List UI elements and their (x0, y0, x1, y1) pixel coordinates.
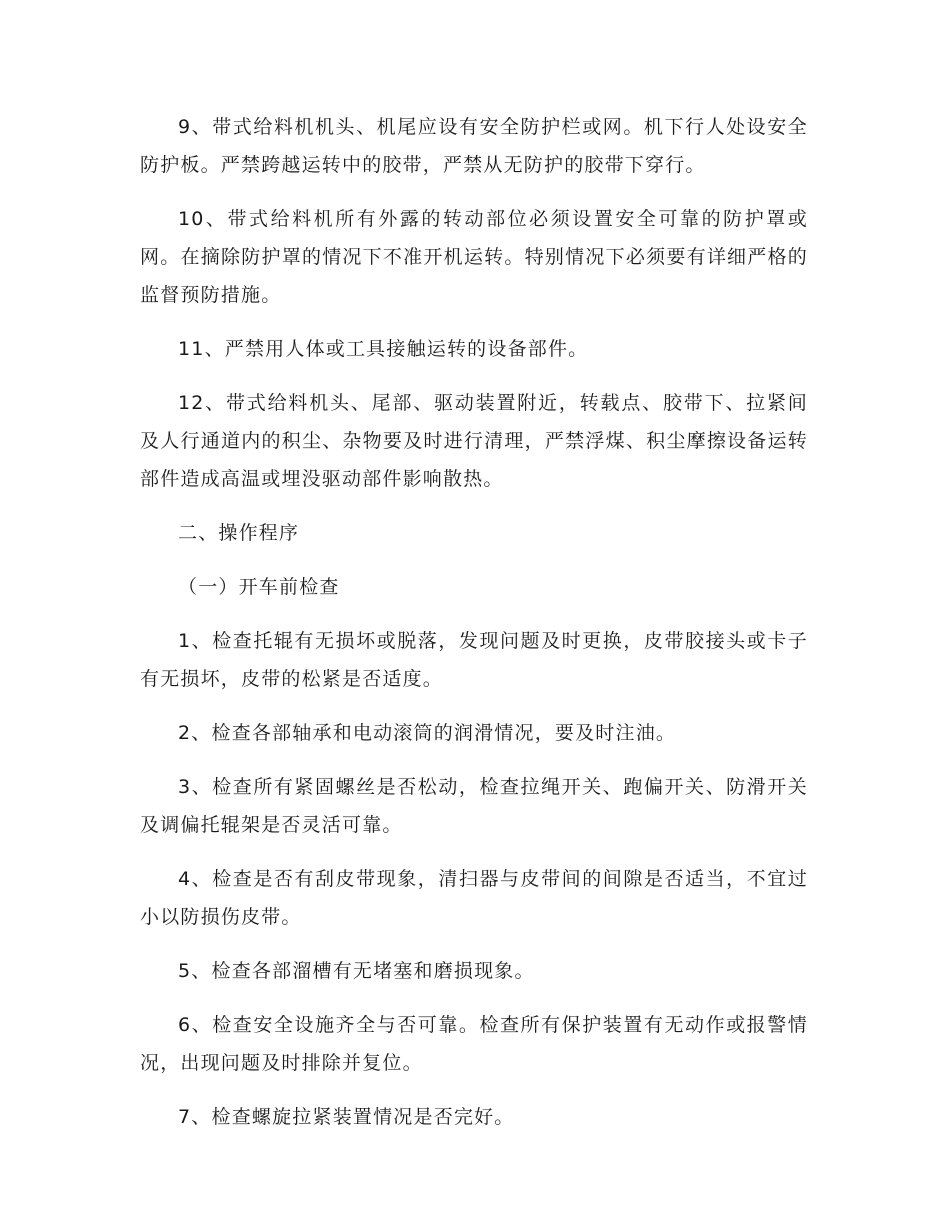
paragraph-item-9: 9、带式给料机机头、机尾应设有安全防护栏或网。机下行人处设安全防护板。严禁跨越运转中的胶带，严禁从无防护的胶带下穿行。 (140, 116, 808, 176)
check-item-7: 7、检查螺旋拉紧装置情况是否完好。 (178, 1106, 515, 1128)
check-item-2: 2、检查各部轴承和电动滚筒的润滑情况，要及时注油。 (178, 722, 677, 744)
document-body (140, 108, 808, 1152)
section-heading-operation-procedure: 二、操作程序 (178, 522, 300, 544)
check-item-6: 6、检查安全设施齐全与否可靠。检查所有保护装置有无动作或报警情况，出现问题及时排除并复位。 (140, 1014, 808, 1074)
check-item-3: 3、检查所有紧固螺丝是否松动，检查拉绳开关、跑偏开关、防滑开关及调偏托辊架是否灵活可靠。 (140, 776, 808, 836)
check-item-1: 1、检查托辊有无损坏或脱落，发现问题及时更换，皮带胶接头或卡子有无损坏，皮带的松紧是否适度。 (140, 630, 808, 690)
check-item-4: 4、检查是否有刮皮带现象，清扫器与皮带间的间隙是否适当，不宜过小以防损伤皮带。 (140, 868, 808, 928)
paragraph-item-11: 11、严禁用人体或工具接触运转的设备部件。 (178, 338, 589, 360)
check-item-5: 5、检查各部溜槽有无堵塞和磨损现象。 (178, 960, 535, 982)
subsection-heading-pre-start-check: （一）开车前检查 (178, 576, 340, 598)
paragraph-item-12: 12、带式给料机头、尾部、驱动装置附近，转载点、胶带下、拉紧间及人行通道内的积尘、杂物要及时进行清理，严禁浮煤、积尘摩擦设备运转部件造成高温或埋没驱动部件影响散热。 (140, 392, 808, 490)
paragraph-item-10: 10、带式给料机所有外露的转动部位必须设置安全可靠的防护罩或网。在摘除防护罩的情况下不准开机运转。特别情况下必须要有详细严格的监督预防措施。 (140, 208, 808, 306)
